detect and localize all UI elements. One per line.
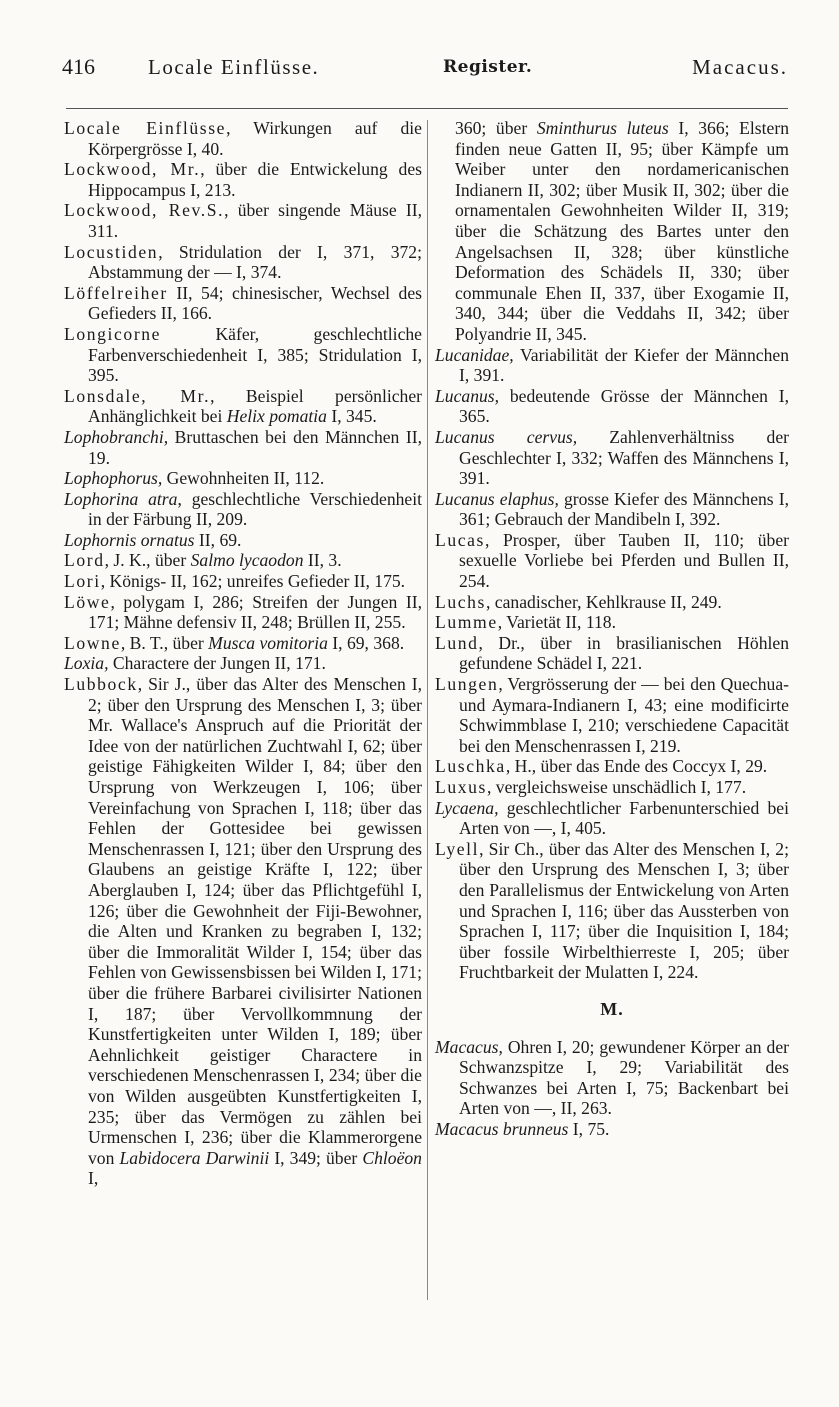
entry-text: bedeutende Grösse der Männchen I, 365.	[459, 385, 789, 427]
entry-text: Zahlenverhältniss der Geschlechter I, 332; Waffen des Männchens I, 391.	[459, 426, 790, 489]
entry-headword: Locustiden	[64, 241, 159, 262]
index-entry	[435, 1037, 789, 1119]
entry-headword: Lycaena,	[435, 797, 499, 818]
running-head-left: Locale Einflüsse.	[148, 55, 320, 79]
index-entry	[64, 550, 422, 571]
entry-text: Ohren I, 20; gewundener Körper an der Schwanzspitze I, 29; Variabilität des Schwanzes bei Arten I, 75; Backenbart bei Arten von —, II, 263.	[459, 1036, 789, 1119]
right-column-m-entries	[435, 1037, 789, 1140]
entry-headword: Lowne	[64, 632, 121, 653]
entry-headword: Lophorina atra	[64, 488, 178, 509]
entry-headword: Lungen	[435, 674, 499, 695]
index-entry	[64, 324, 422, 386]
entry-text: , über singende Mäuse II, 311.	[88, 200, 422, 241]
index-entry	[64, 592, 422, 633]
entry-italic: Labidocera Darwinii	[119, 1147, 270, 1168]
entry-italic: Musca vomitoria	[208, 632, 328, 653]
index-entry	[64, 530, 422, 551]
entry-text: I,	[88, 1168, 99, 1189]
page-number: 416	[62, 54, 95, 79]
running-head-right: Macacus.	[692, 55, 788, 79]
section-heading-m: M.	[600, 998, 624, 1019]
index-entry	[435, 592, 789, 613]
entry-headword: Lucanus,	[435, 385, 500, 406]
entry-text: II, 3.	[303, 550, 342, 571]
entry-text: , Vergrösserung der — bei den Quechua- und Aymara-Indianern I, 43; eine modificirte Schwimmblase I, 210; verschiedene Capacität bei den Menschenrassen I, 219.	[459, 674, 789, 756]
entry-headword: Lyell	[435, 838, 480, 859]
entry-headword: Luschka	[435, 756, 506, 777]
entry-text: Variabilität der Kiefer der Männchen I, 391.	[459, 344, 789, 386]
index-entry	[64, 242, 422, 283]
index-entry	[64, 571, 422, 592]
index-entry	[64, 489, 422, 530]
entry-headword: Lophophorus,	[64, 468, 163, 489]
entry-text: 360; über	[455, 118, 537, 138]
entry-text: , vergleichsweise unschädlich I, 177.	[486, 777, 747, 797]
entry-text: , Prosper, über Tauben II, 110; über sexuelle Vorliebe bei Pferden und Bullen II, 254.	[459, 529, 789, 592]
page-header	[62, 52, 788, 82]
index-entry	[435, 427, 789, 489]
entry-text: grosse Kiefer des Männchens I, 361; Gebrauch der Mandibeln I, 392.	[459, 488, 790, 530]
entry-text: , Königs- II, 162; unreifes Gefieder II, 175.	[100, 571, 406, 592]
entry-text: II, 69.	[194, 529, 242, 550]
entry-italic: Salmo lycaodon	[190, 550, 304, 571]
entry-text: Charactere der Jungen II, 171.	[108, 653, 326, 674]
entry-text: I, 75.	[568, 1118, 610, 1139]
entry-text: I, 349; über	[269, 1147, 363, 1168]
entry-text: Bruttaschen bei den Männchen II, 19.	[88, 426, 422, 468]
header-rule	[66, 108, 788, 109]
index-entry	[64, 159, 422, 200]
index-entry	[64, 468, 422, 489]
index-entry	[64, 653, 422, 674]
entry-text: , Dr., über in brasilianischen Höhlen gefundene Schädel I, 221.	[459, 632, 789, 674]
index-entry	[64, 674, 422, 1189]
entry-headword: Lund	[435, 632, 479, 653]
column-separator	[427, 120, 428, 1300]
index-entry	[435, 756, 789, 777]
entry-text: , polygam I, 286; Streifen der Jungen II, 171; Mähne defensiv II, 248; Brüllen II, 255.	[88, 591, 422, 633]
entry-headword: Lucanidae,	[435, 344, 514, 365]
entry-text: , Sir Ch., über das Alter des Menschen I, 2; über den Ursprung des Menschen I, 3; über den Parallelismus der Entwickelung von Arten und Sprachen I, 116; über das Aussterben von Sprachen I, 117; über die Inquisition I, 184; über fossile Wirbelthierreste I, 205; über Fruchtbarkeit der Mulatten I, 224.	[459, 838, 789, 983]
index-entry	[435, 386, 789, 427]
index-entry	[64, 200, 422, 241]
index-entry	[64, 118, 422, 159]
index-entry	[435, 798, 789, 839]
index-entry	[64, 386, 422, 427]
left-column	[64, 118, 422, 1189]
entry-text: Käfer, geschlechtliche Farbenverschiedenheit I, 385; Stridulation I, 395.	[88, 323, 422, 386]
entry-text: geschlechtlicher Farbenunterschied bei Arten von —, I, 405.	[459, 797, 789, 839]
entry-headword: Löwe	[64, 591, 111, 612]
index-entry	[435, 633, 789, 674]
entry-headword: Luxus	[435, 777, 487, 797]
index-entry	[435, 345, 789, 386]
entry-text: I, 366; Elstern finden neue Gatten II, 95; über Kämpfe um Weiber unter den nordamericanischen Indianern II, 302; über Musik II, 302; über die ornamentalen Gewohnheiten Wilder II, 319; über die Schätzung des Bartes unter den Angelsachsen II, 328; über künstliche Deformation des Schädels II, 330; über communale Ehen II, 337, über Exogamie II, 340, 344; über die Veddahs II, 342; über Polyandrie II, 345.	[455, 118, 789, 344]
index-entry	[64, 633, 422, 654]
entry-headword: Lucanus cervus,	[435, 426, 578, 447]
entry-headword: Locale Einflüsse	[64, 118, 227, 138]
index-entry	[435, 612, 789, 633]
entry-text: , Wirkungen auf die Körpergrösse I, 40.	[88, 118, 422, 159]
entry-headword: Macacus brunneus	[435, 1118, 569, 1139]
entry-headword: Longicorne	[64, 323, 162, 344]
entry-text: II, 54; chinesischer, Wechsel des Gefieders II, 166.	[88, 282, 422, 324]
entry-headword: Loxia,	[64, 653, 109, 674]
entry-text: , Varietät II, 118.	[497, 612, 616, 633]
entry-text: I, 69, 368.	[327, 632, 405, 653]
entry-text: Gewohnheiten II, 112.	[162, 468, 325, 489]
entry-headword: Lophobranchi,	[64, 426, 169, 447]
entry-headword: Lockwood, Mr.	[64, 159, 201, 180]
index-entry	[435, 118, 789, 345]
entry-text: , H., über das Ende des Coccyx I, 29.	[505, 756, 768, 777]
index-entry	[435, 777, 789, 798]
entry-text: I, 345.	[326, 406, 377, 427]
entry-text: , Beispiel persönlicher Anhänglichkeit bei	[88, 385, 422, 427]
entry-headword: Löffelreiher	[64, 282, 168, 303]
index-entry	[64, 283, 422, 324]
running-head-center: Register.	[443, 57, 533, 77]
index-entry	[435, 839, 789, 983]
entry-headword: Lophornis ornatus	[64, 529, 195, 550]
entry-headword: Lubbock	[64, 674, 138, 695]
entry-italic: Helix pomatia	[226, 406, 327, 427]
entry-headword: Lori	[64, 571, 101, 592]
entry-text: , B. T., über	[120, 632, 209, 653]
entry-headword: Lonsdale, Mr.	[64, 385, 211, 406]
entry-headword: Lord	[64, 550, 105, 571]
index-entry	[435, 489, 789, 530]
entry-text: , canadischer, Kehlkrause II, 249.	[486, 591, 722, 612]
entry-italic: Sminthurus luteus	[536, 118, 669, 138]
entry-headword: Lockwood, Rev.S.	[64, 200, 225, 221]
index-entry	[435, 530, 789, 592]
entry-italic: Chloëon	[362, 1147, 422, 1168]
right-column-l-entries	[435, 118, 789, 983]
index-entry	[64, 427, 422, 468]
entry-headword: Luchs	[435, 591, 486, 612]
entry-headword: Macacus,	[435, 1036, 503, 1057]
entry-headword: Lumme	[435, 612, 498, 633]
right-column	[435, 118, 789, 1140]
entry-text: , J. K., über	[104, 550, 191, 571]
entry-headword: Lucanus elaphus,	[435, 488, 559, 509]
entry-headword: Lucas	[435, 529, 486, 550]
entry-text: , geschlechtliche Verschiedenheit in der Färbung II, 209.	[88, 488, 422, 530]
index-entry	[435, 1119, 789, 1140]
entry-text: , über die Entwickelung des Hippocampus I, 213.	[88, 159, 422, 200]
entry-text: , Stridulation der I, 371, 372; Abstammung der — I, 374.	[88, 241, 422, 283]
entry-text: , Sir J., über das Alter des Menschen I, 2; über den Ursprung des Menschen I, 3; über Mr. Wallace's Anspruch auf die Priorität der Idee von der natürlichen Zuchtwahl I, 62; über geistige Fähigkeiten Wilder I, 84; über den Ursprung von Werkzeugen I, 106; über Vereinfachung von Sprachen I, 118; über das Fehlen der Gottesidee bei gewissen Menschenrassen I, 121; über den Ursprung des Glaubens an geistige Kräfte I, 122; über Aberglauben I, 124; über das Pflichtgefühl I, 126; über die Gewohnheit der Fiji-Bewohner, die Alten und Kranken zu begraben I, 132; über die Immoralität Wilder I, 154; über das Fehlen von Gewissensbissen bei Wilden I, 171; über die frühere Barbarei civilisirter Nationen I, 187; über Vervollkommnung der Kunstfertigkeiten unter Wilden I, 189; über Aehnlichkeit geistiger Charactere in verschiedenen Menschenrassen I, 234; über die von Wilden ausgeübten Kunstfertigkeiten I, 235; über das Vermögen zu zählen bei Urmenschen I, 236; über die Klammerorgene von	[88, 674, 422, 1168]
index-entry	[435, 674, 789, 756]
